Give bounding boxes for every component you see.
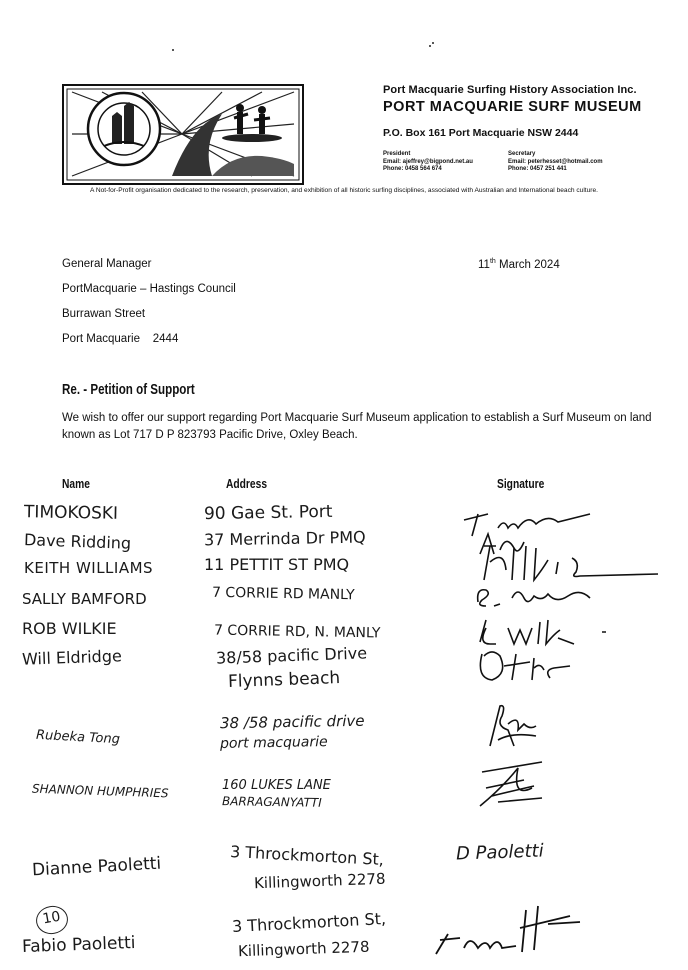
entry-address-line-2: Flynns beach (227, 668, 341, 692)
entry-address-line-2: BARRAGANYATTI (221, 794, 322, 810)
recipient-line-3: Burrawan Street (62, 308, 146, 320)
column-header-name: Name (62, 477, 90, 491)
entry-name: SHANNON HUMPHRIES (31, 781, 169, 801)
entry-name: SALLY BAMFORD (22, 590, 147, 608)
recipient-line-2: PortMacquarie – Hastings Council (62, 283, 236, 295)
column-header-signature: Signature (497, 477, 545, 491)
entry-address: 11 PETTIT ST PMQ (204, 555, 350, 574)
entry-name: Dave Ridding (23, 530, 132, 553)
scan-speck (172, 49, 174, 51)
museum-name: PORT MACQUARIE SURF MUSEUM (383, 99, 642, 115)
org-name: Port Macquarie Surfing History Association Inc. (383, 84, 637, 96)
date-suffix: th (489, 258, 496, 265)
signature-dianne: D Paoletti (455, 840, 545, 865)
signature-scribble (476, 540, 666, 585)
entry-address: 38 /58 pacific drive (219, 711, 365, 733)
signature-scribble (472, 758, 562, 810)
signature-scribble (472, 580, 612, 610)
letter-date (478, 258, 560, 271)
entry-address: 38/58 pacific Drive (215, 643, 368, 668)
scan-speck (429, 45, 431, 47)
president-contact (383, 151, 473, 174)
signature-scribble (478, 700, 548, 750)
entry-address: 7 CORRIE RD MANLY (211, 584, 355, 604)
entry-address: 160 LUKES LANE (222, 778, 331, 793)
entry-address: 7 CORRIE RD, N. MANLY (213, 622, 381, 642)
recipient-line-1: General Manager (62, 258, 152, 270)
margin-note: 10 (41, 908, 62, 928)
entry-name: TIMOKOSKI (23, 502, 119, 524)
secretary-contact (508, 151, 603, 174)
signature-scribble (474, 644, 574, 688)
entry-address: 3 Throckmorton St, (229, 841, 385, 870)
entry-name: Fabio Paoletti (21, 933, 136, 957)
signature-scribble (430, 904, 590, 960)
entry-address: 90 Gae St. Port (203, 501, 333, 525)
secretary-email: Email: peterhesset@hotmail.com (508, 158, 603, 165)
entry-address-line-2: Killingworth 2278 (253, 869, 386, 893)
column-header-address: Address (226, 477, 268, 491)
letter-heading: Re. - Petition of Support (62, 382, 195, 398)
secretary-phone: Phone: 0457 251 441 (508, 166, 567, 172)
entry-name: Will Eldridge (21, 646, 123, 669)
president-title: President (383, 151, 411, 157)
president-phone: Phone: 0458 564 674 (383, 166, 442, 172)
entry-address: 37 Merrinda Dr PMQ (203, 527, 366, 550)
org-tagline: A Not-for-Profit organisation dedicated to the research, preservation, and exhibition of all historic surfing disciplines, associated with Australian and International beach culture. (89, 187, 598, 194)
entry-name: ROB WILKIE (22, 619, 117, 638)
entry-address: 3 Throckmorton St, (231, 908, 387, 937)
museum-logo (62, 84, 304, 185)
entry-name: Dianne Paoletti (31, 853, 162, 881)
date-day: 11 (478, 258, 490, 271)
po-box: P.O. Box 161 Port Macquarie NSW 2444 (383, 127, 579, 139)
entry-address-line-2: Killingworth 2278 (237, 937, 370, 961)
margin-note-circle (34, 903, 70, 936)
entry-address-line-2: port macquarie (219, 734, 328, 752)
date-rest: March 2024 (495, 258, 560, 271)
secretary-title: Secretary (508, 151, 536, 157)
recipient-line-4: Port Macquarie 2444 (62, 333, 179, 345)
scan-speck (432, 42, 434, 44)
intro-paragraph: We wish to offer our support regarding Port Macquarie Surf Museum application to establish a Surf Museum on land known as Lot 717 D P 823793 Pacific Drive, Oxley Beach. (62, 412, 652, 441)
entry-name: Rubeka Tong (35, 727, 121, 748)
president-email: Email: ajeffrey@bigpond.net.au (383, 158, 473, 165)
entry-name: KEITH WILLIAMS (24, 559, 154, 577)
